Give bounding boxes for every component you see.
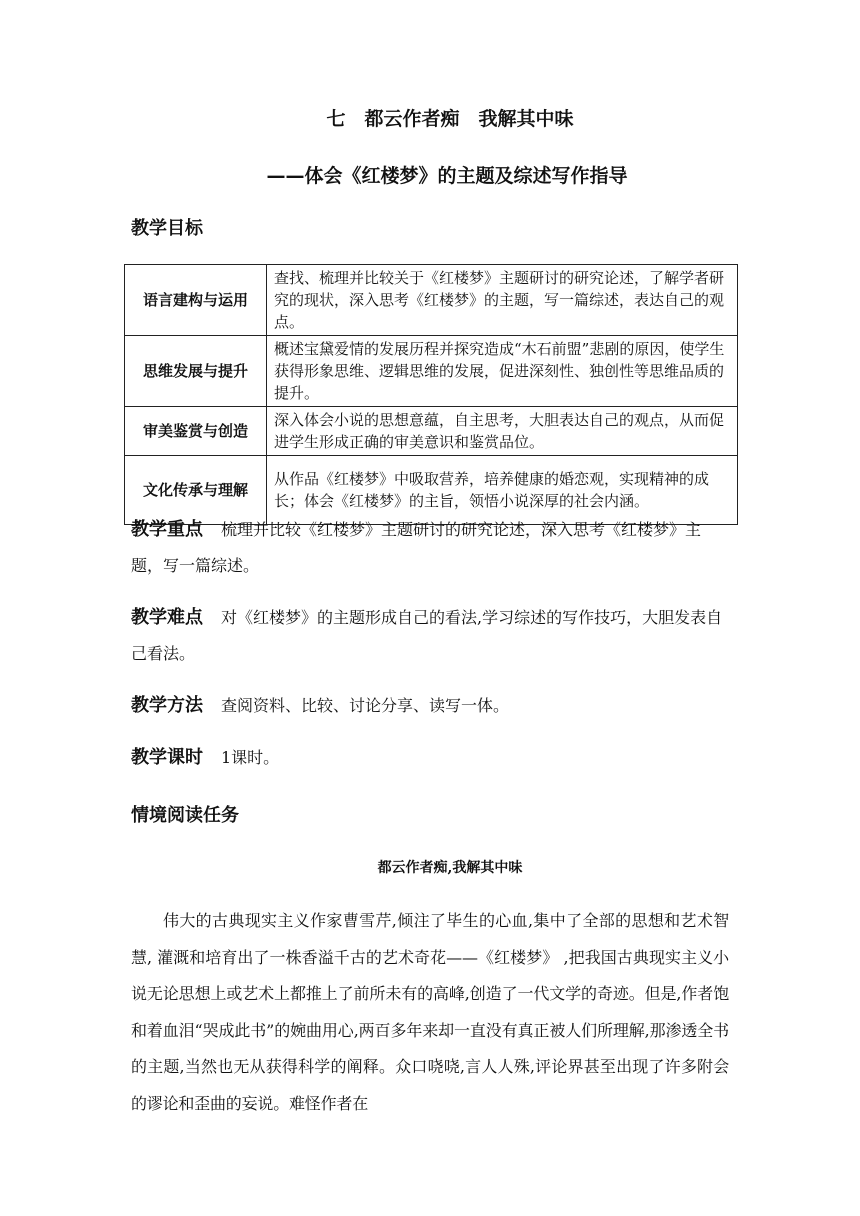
table-row [125, 336, 738, 407]
goal-name: 语言建构与运用 [125, 265, 267, 336]
method-text: 查阅资料、比较、讨论分享、读写一体。 [221, 696, 510, 715]
hours-text: 1课时。 [221, 748, 280, 767]
page-title: 七 都云作者痴 我解其中味 [326, 108, 574, 130]
article-title: 都云作者痴,我解其中味 [377, 860, 523, 876]
hours-label: 教学课时 [131, 747, 203, 768]
goal-name: 文化传承与理解 [125, 456, 267, 525]
difficulty-paragraph [131, 600, 731, 672]
goal-desc: 从作品《红楼梦》中吸取营养，培养健康的婚恋观，实现精神的成长；体会《红楼梦》的主旨，领悟小说深厚的社会内涵。 [267, 456, 738, 525]
key-point-text: 梳理并比较《红楼梦》主题研讨的研究论述，深入思考《红楼梦》主题，写一篇综述。 [131, 520, 702, 575]
difficulty-text: 对《红楼梦》的主题形成自己的看法,学习综述的写作技巧，大胆发表自己看法。 [131, 608, 723, 663]
table-row [125, 407, 738, 456]
article-body: 伟大的古典现实主义作家曹雪芹,倾注了毕生的心血,集中了全部的思想和艺术智慧, 灌溉和培育出了一株香溢千古的艺术奇花——《红楼梦》 ,把我国古典现实主义小说无论思想上或艺术上都推上了前所未有的高峰,创造了一代文学的奇迹。但是,作者饱和着血泪“哭成此书”的婉曲用心,两百多年来却一直没有真正被人们所理解,那渗透全书的主题,当然也无从获得科学的阐释。众口哓哓,言人人殊,评论界甚至出现了许多附会的谬论和歪曲的妄说。难怪作者在 [131, 911, 729, 1113]
method-paragraph [131, 688, 731, 724]
goals-table [124, 264, 738, 525]
goals-heading: 教学目标 [131, 218, 203, 239]
difficulty-label: 教学难点 [131, 607, 203, 628]
page-subtitle: ——体会《红楼梦》的主题及综述写作指导 [266, 165, 628, 187]
table-row [125, 265, 738, 336]
key-point-paragraph [131, 512, 731, 584]
goal-desc: 概述宝黛爱情的发展历程并探究造成“木石前盟”悲剧的原因，使学生获得形象思维、逻辑思维的发展，促进深刻性、独创性等思维品质的提升。 [267, 336, 738, 407]
goal-name: 审美鉴赏与创造 [125, 407, 267, 456]
hours-paragraph [131, 740, 731, 776]
task-heading: 情境阅读任务 [131, 805, 239, 826]
method-label: 教学方法 [131, 695, 203, 716]
goal-desc: 查找、梳理并比较关于《红楼梦》主题研讨的研究论述，了解学者研究的现状，深入思考《红楼梦》的主题，写一篇综述，表达自己的观点。 [267, 265, 738, 336]
goal-name: 思维发展与提升 [125, 336, 267, 407]
key-point-label: 教学重点 [131, 519, 203, 540]
goal-desc: 深入体会小说的思想意蕴，自主思考，大胆表达自己的观点，从而促进学生形成正确的审美意识和鉴赏品位。 [267, 407, 738, 456]
